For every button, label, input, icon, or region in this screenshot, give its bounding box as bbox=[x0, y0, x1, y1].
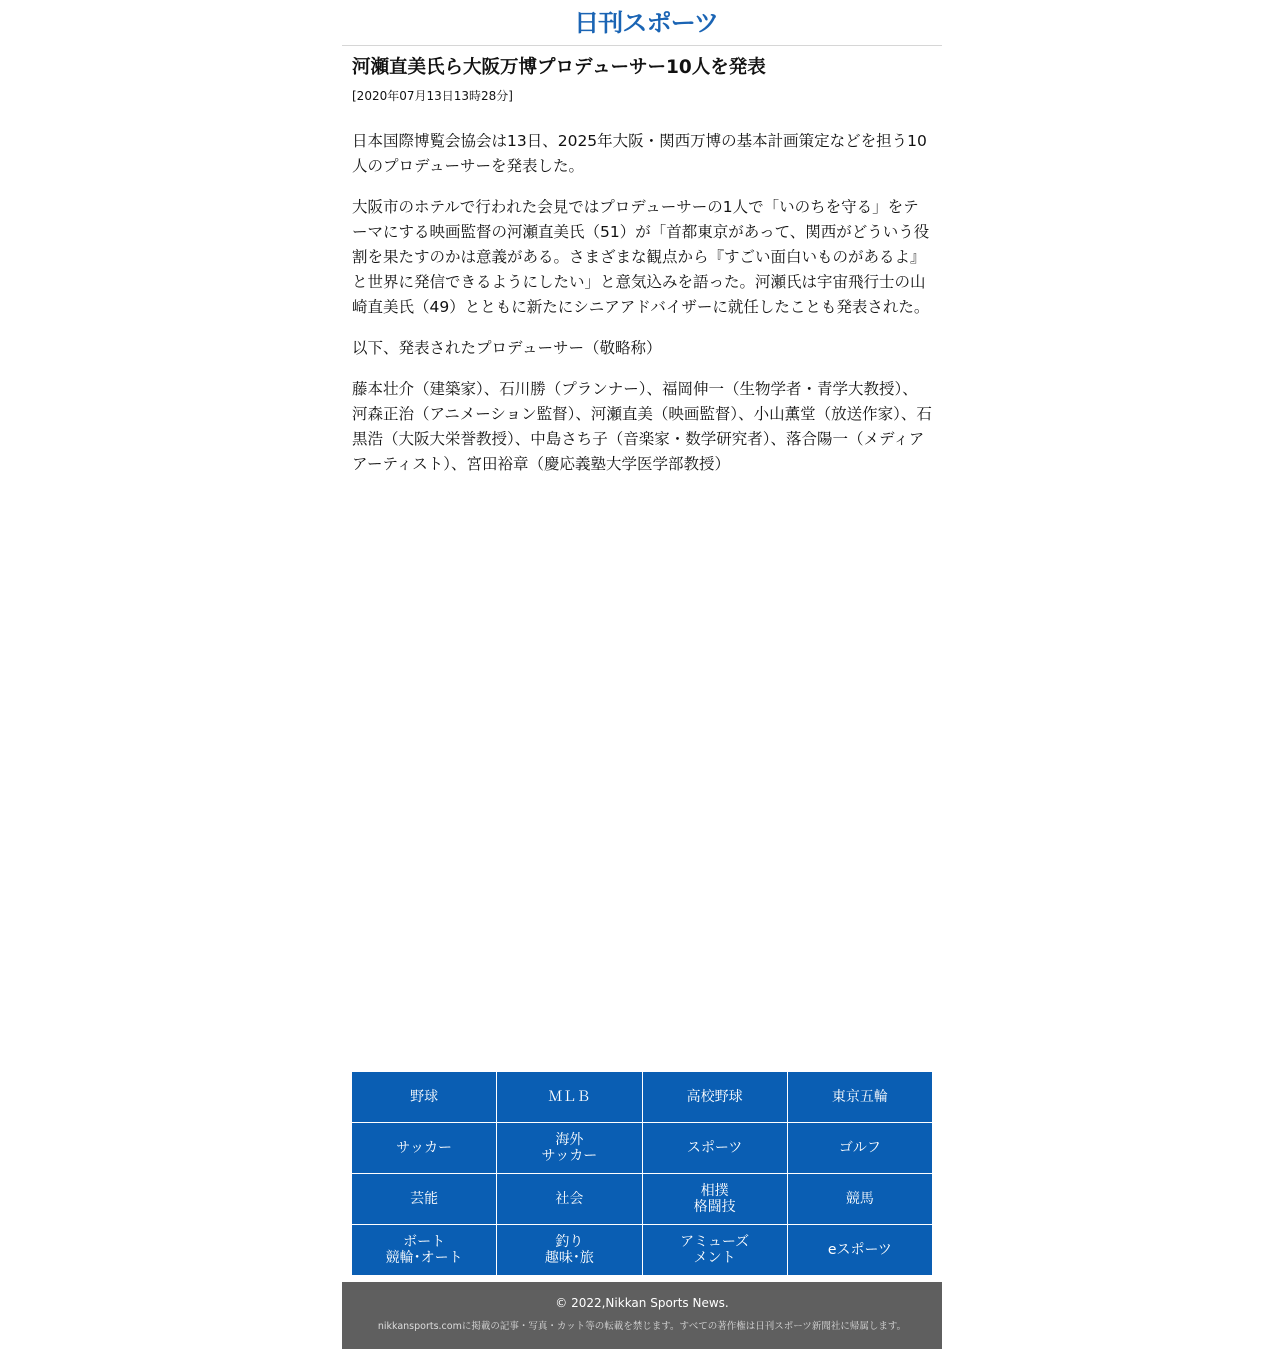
nav-item-overseas-soccer[interactable]: 海外 サッカー bbox=[497, 1123, 641, 1173]
footer-copyright: © 2022,Nikkan Sports News. bbox=[555, 1296, 729, 1310]
nav-item-entertainment[interactable]: 芸能 bbox=[352, 1174, 496, 1224]
article-body bbox=[352, 129, 932, 477]
article-paragraph: 藤本壮介（建築家）、石川勝（プランナー）、福岡伸一（生物学者・青学大教授）、河森正治（アニメーション監督）、河瀬直美（映画監督）、小山薫堂（放送作家）、石黒浩（大阪大栄誉教授）、中島さち子（音楽家・数学研究者）、落合陽一（メディアアーティスト）、宮田裕章（慶応義塾大学医学部教授） bbox=[352, 380, 932, 473]
footer-notice: nikkansports.comに掲載の記事・写真・カット等の転載を禁じます。すべての著作権は日刊スポーツ新聞社に帰属します。 bbox=[377, 1321, 907, 1332]
page bbox=[342, 0, 942, 1349]
nav-item-baseball[interactable]: 野球 bbox=[352, 1072, 496, 1122]
nav-item-mlb[interactable]: ＭＬＢ bbox=[497, 1072, 641, 1122]
nav-item-soccer[interactable]: サッカー bbox=[352, 1123, 496, 1173]
article-paragraph: 以下、発表されたプロデューサー（敬略称） bbox=[352, 339, 662, 357]
site-header bbox=[342, 0, 942, 46]
nav-item-society[interactable]: 社会 bbox=[497, 1174, 641, 1224]
nav-item-sports[interactable]: スポーツ bbox=[643, 1123, 787, 1173]
nav-item-golf[interactable]: ゴルフ bbox=[788, 1123, 932, 1173]
site-footer bbox=[342, 1282, 942, 1349]
nav-item-esports[interactable]: eスポーツ bbox=[788, 1225, 932, 1275]
nav-item-high-school-baseball[interactable]: 高校野球 bbox=[643, 1072, 787, 1122]
nav-item-horse-racing[interactable]: 競馬 bbox=[788, 1174, 932, 1224]
article-headline: 河瀬直美氏ら大阪万博プロデューサー10人を発表 bbox=[352, 57, 766, 78]
site-logo[interactable]: 日刊スポーツ bbox=[574, 9, 718, 37]
nav-item-sumo-martial-arts[interactable]: 相撲 格闘技 bbox=[643, 1174, 787, 1224]
nav-item-boat-keirin-auto[interactable]: ボート 競輪･オート bbox=[352, 1225, 496, 1275]
category-nav-grid bbox=[352, 1072, 932, 1272]
nav-item-tokyo-olympics[interactable]: 東京五輪 bbox=[788, 1072, 932, 1122]
article-paragraph: 大阪市のホテルで行われた会見ではプロデューサーの1人で「いのちを守る」をテーマにする映画監督の河瀬直美氏（51）が「首都東京があって、関西がどういう役割を果たすのかは意義がある。さまざまな観点から『すごい面白いものがあるよ』と世界に発信できるようにしたい」と意気込みを語った。河瀬氏は宇宙飛行士の山崎直美氏（49）とともに新たにシニアアドバイザーに就任したことも発表された。 bbox=[352, 198, 930, 316]
nav-item-amusement[interactable]: アミューズ メント bbox=[643, 1225, 787, 1275]
article bbox=[352, 56, 932, 493]
article-paragraph: 日本国際博覧会協会は13日、2025年大阪・関西万博の基本計画策定などを担う10人のプロデューサーを発表した。 bbox=[352, 132, 927, 175]
article-timestamp: [2020年07月13日13時28分] bbox=[352, 89, 513, 103]
nav-item-fishing-hobby-travel[interactable]: 釣り 趣味･旅 bbox=[497, 1225, 641, 1275]
